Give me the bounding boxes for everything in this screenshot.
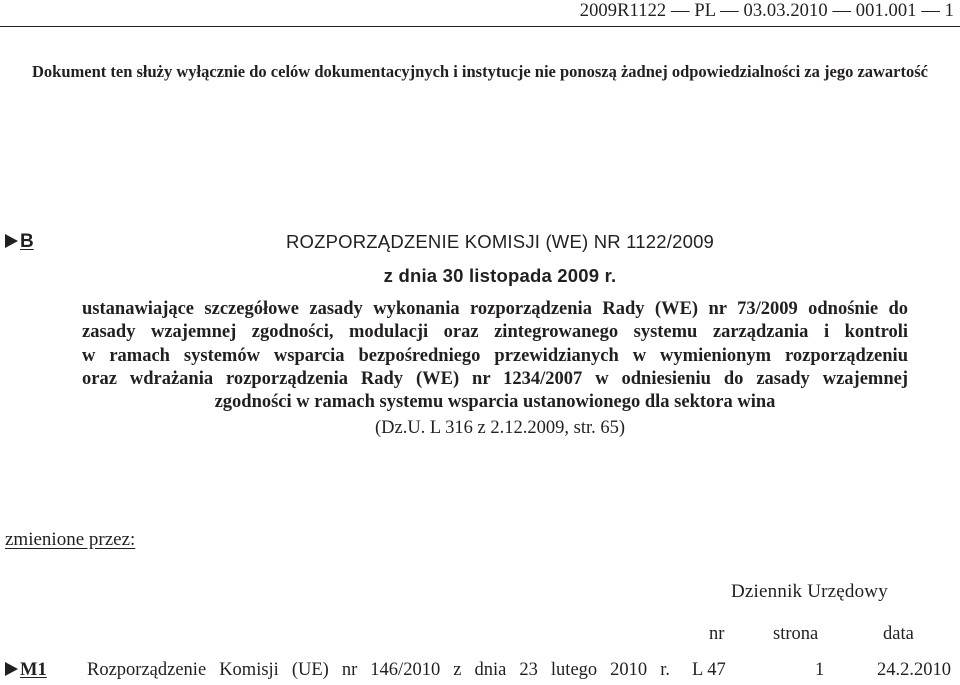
play-arrow-icon (5, 662, 18, 676)
amendment-nr: L 47 (692, 660, 726, 680)
column-header-nr: nr (709, 624, 725, 644)
subtitle-line: zasady wzajemnej zgodności, modulacji oraz zintegrowanego systemu zarządzania i kontroli (82, 322, 908, 343)
amendment-page: 1 (815, 660, 825, 680)
regulation-subtitle (82, 298, 908, 414)
amendment-description: Rozporządzenie Komisji (UE) nr 146/2010 z dnia 23 lutego 2010 r. (87, 660, 670, 680)
regulation-date: z dnia 30 listopada 2009 r. (383, 265, 617, 286)
column-header-page: strona (773, 624, 819, 644)
regulation-title: ROZPORZĄDZENIE KOMISJI (WE) NR 1122/2009 (285, 231, 715, 252)
marker-b[interactable] (5, 231, 34, 253)
subtitle-line: zgodności w ramach systemu wsparcia ustanowionego dla sektora wina (214, 392, 776, 413)
amended-by-label: zmienione przez: (5, 529, 136, 550)
document-reference-header: 2009R1122 — PL — 03.03.2010 — 001.001 — 1 (579, 1, 954, 21)
marker-m1[interactable] (5, 660, 47, 681)
official-journal-reference: (Dz.U. L 316 z 2.12.2009, str. 65) (374, 418, 626, 438)
subtitle-line: oraz wdrażania rozporządzenia Rady (WE) nr 1234/2007 w odniesieniu do zasady wzajemnej (82, 368, 908, 389)
subtitle-line: ustanawiające szczegółowe zasady wykonania rozporządzenia Rady (WE) nr 73/2009 odnośnie do (82, 299, 908, 319)
disclaimer-text: Dokument ten służy wyłącznie do celów dokumentacyjnych i instytucje nie ponoszą żadnej odpowiedzialności za jego zawartość (32, 62, 928, 81)
play-arrow-icon (5, 234, 18, 248)
marker-b-label: B (20, 231, 34, 252)
header-divider (0, 26, 960, 27)
subtitle-line: w ramach systemów wsparcia bezpośredniego przewidzianych w wymienionym rozporządzeniu (82, 345, 908, 366)
journal-column-group-title: Dziennik Urzędowy (731, 581, 888, 602)
column-header-date: data (883, 624, 914, 644)
amendment-date: 24.2.2010 (877, 660, 951, 680)
marker-m1-label: M1 (20, 660, 47, 680)
